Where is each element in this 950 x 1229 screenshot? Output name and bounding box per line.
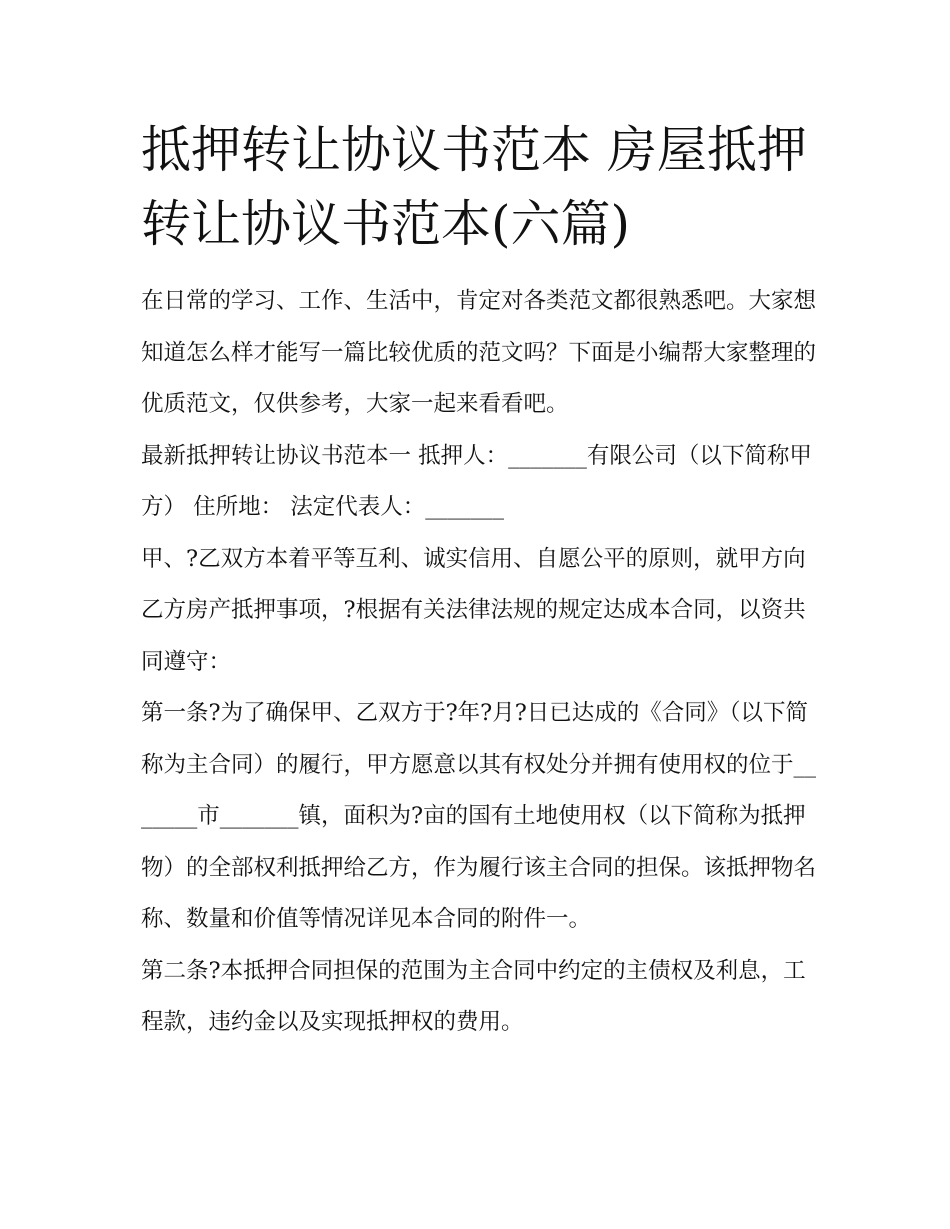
parties-paragraph: 最新抵押转让协议书范本一 抵押人：_______有限公司（以下简称甲方） 住所地： 法定代表人：_______ — [141, 442, 812, 520]
document-title: 抵押转让协议书范本 房屋抵押转让协议书范本(六篇) — [141, 121, 807, 253]
intro-paragraph: 在日常的学习、工作、生活中，肯定对各类范文都很熟悉吧。大家想知道怎么样才能写一篇比较优质的范文吗？下面是小编帮大家整理的优质范文，仅供参考，大家一起来看看吧。 — [141, 288, 817, 417]
article-one-paragraph: 第一条?为了确保甲、乙双方于?年?月?日已达成的《合同》（以下简称为主合同）的履行，甲方愿意以其有权处分并拥有使用权的位于_______市_______镇，面积为?亩的国有土地使用权（以下简称为抵押物）的全部权利抵押给乙方，作为履行该主合同的担保。该抵押物名称、数量和价值等情况详见本合同的附件一。 — [141, 700, 817, 932]
principles-paragraph: 甲、?乙双方本着平等互利、诚实信用、自愿公平的原则，就甲方向乙方房产抵押事项，?根据有关法律法规的规定达成本合同，以资共同遵守： — [141, 545, 806, 675]
article-two-paragraph: 第二条?本抵押合同担保的范围为主合同中约定的主债权及利息，工程款，违约金以及实现抵押权的费用。 — [141, 957, 806, 1035]
document-body — [141, 276, 821, 1049]
